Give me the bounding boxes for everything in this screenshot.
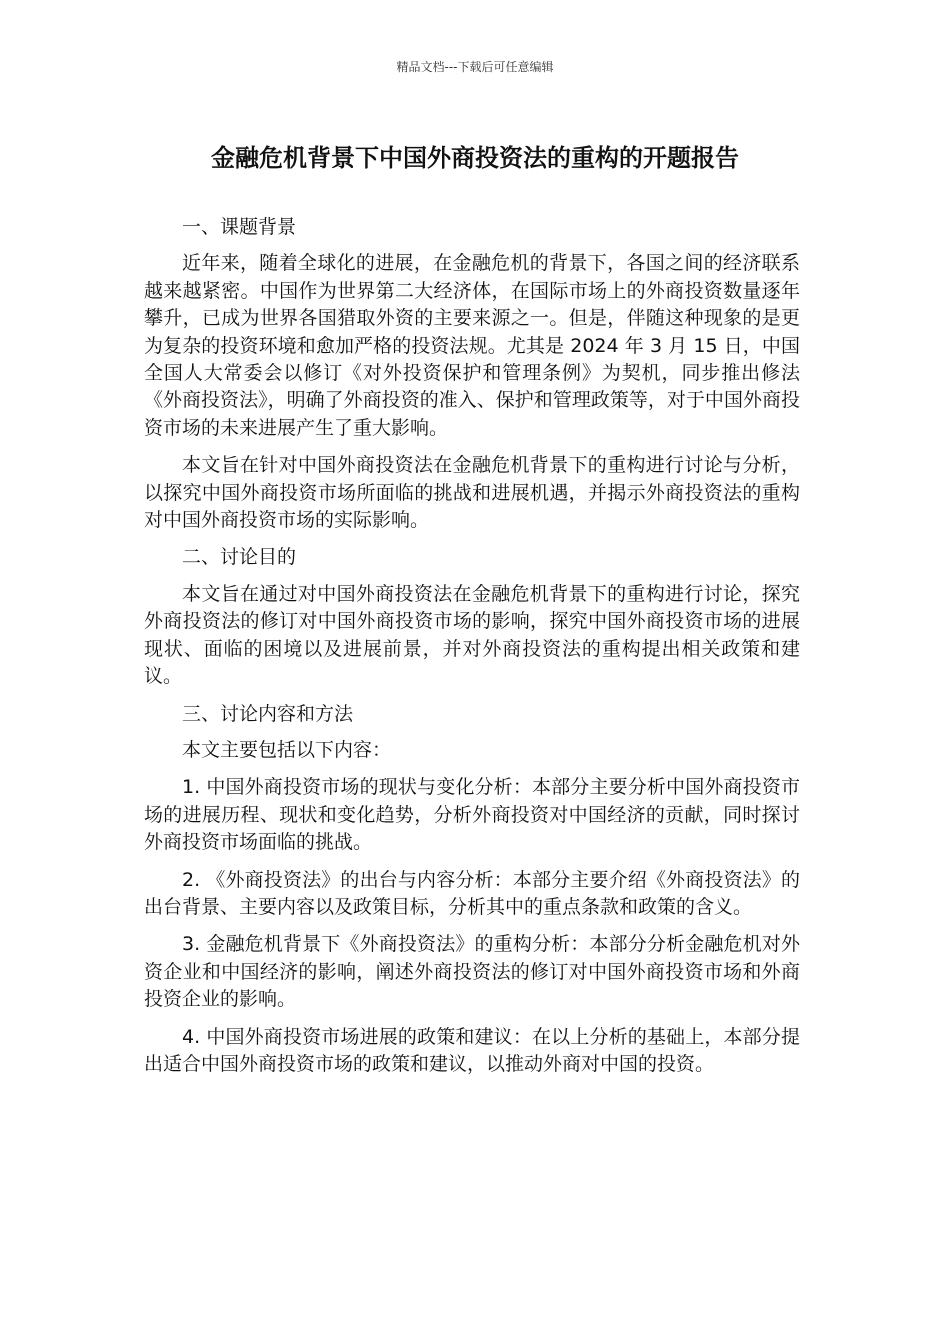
section-heading-content-method: 三、讨论内容和方法 <box>182 702 354 725</box>
document-title: 金融危机背景下中国外商投资法的重构的开题报告 <box>211 144 739 172</box>
paragraph: 近年来，随着全球化的进展，在金融危机的背景下，各国之间的经济联系越来越紧密。中国作为世界第二大经济体，在国际市场上的外商投资数量逐年攀升，已成为世界各国猎取外资的主要来源之一。但是，伴随这种现象的是更为复杂的投资环境和愈加严格的投资法规。尤其是 2024 年 3 月 15 日，中国全国人大常委会以修订《对外投资保护和管理条例》为契机，同步推出修法《外商投资法》，明确了外商投资的准入、保护和管理政策等，对于中国外商投资市场的未来进展产生了重大影响。 <box>144 252 800 439</box>
list-item: 2. 《外商投资法》的出台与内容分析：本部分主要介绍《外商投资法》的出台背景、主要内容以及政策目标，分析其中的重点条款和政策的含义。 <box>144 868 800 918</box>
document-body <box>144 214 800 1088</box>
paragraph: 本文主要包括以下内容： <box>182 738 392 761</box>
list-item: 4. 中国外商投资市场进展的政策和建议：在以上分析的基础上，本部分提出适合中国外商投资市场的政策和建议，以推动外商对中国的投资。 <box>144 1025 800 1075</box>
paragraph: 本文旨在通过对中国外商投资法在金融危机背景下的重构进行讨论，探究外商投资法的修订对中国外商投资市场的影响，探究中国外商投资市场的进展现状、面临的困境以及进展前景，并对外商投资法的重构提出相关政策和建议。 <box>144 582 800 688</box>
list-item: 1. 中国外商投资市场的现状与变化分析：本部分主要分析中国外商投资市场的进展历程、现状和变化趋势，分析外商投资对中国经济的贡献，同时探讨外商投资市场面临的挑战。 <box>144 776 800 854</box>
section-heading-background: 一、课题背景 <box>182 216 297 238</box>
paragraph: 本文旨在针对中国外商投资法在金融危机背景下的重构进行讨论与分析，以探究中国外商投资市场所面临的挑战和进展机遇，并揭示外商投资法的重构对中国外商投资市场的实际影响。 <box>144 454 800 532</box>
list-item: 3. 金融危机背景下《外商投资法》的重构分析：本部分分析金融危机对外资企业和中国经济的影响，阐述外商投资法的修订对中国外商投资市场和外商投资企业的影响。 <box>144 933 800 1011</box>
page-header: 精品文档---下载后可任意编辑 <box>396 60 554 74</box>
section-heading-purpose: 二、讨论目的 <box>182 546 297 569</box>
